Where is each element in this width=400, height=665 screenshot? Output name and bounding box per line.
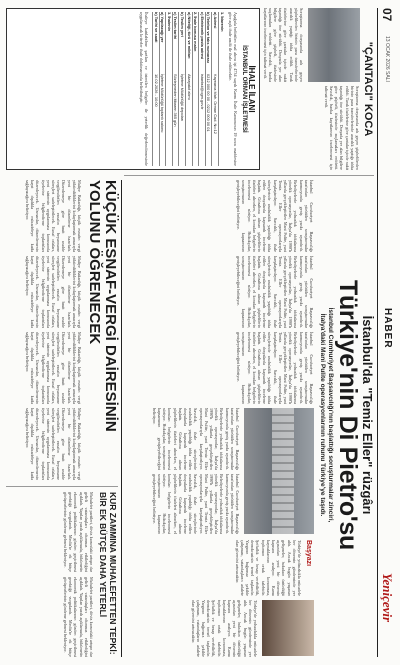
legal-row <box>218 12 225 166</box>
legal-row <box>192 12 199 166</box>
legal-row <box>172 12 179 166</box>
legal-row <box>178 12 185 166</box>
legal-row <box>205 12 212 166</box>
lead-body-a: Türkiye'de yolsuzlukla mücadele her dönemin gündeminde yer aldı. Ancak bugün yaşanan gelişmeler, hukukun üstünlüğü açısından yeni bir dönemin kapısını aralıyor. Kamu kaynaklarının korunması, toplumun ortak talebidir. Şeffaflık ve hesap verebilirlik, demokrasinin temel taşlarıdır. Yargının bağımsız şekilde çalışması, vatandaşların adalete olan güvenini artıracaktır. <box>234 540 302 596</box>
top-story-col-4: İstanbul Cumhuriyet Başsavcılığı tarafından yürütülen soruşturmalar kamuoyunda geniş yankı uyandırdı. Belediyelerde yolsuzluk iddialarına yönelik operasyonlar, İtalya'da 1990'lı yıllarda gerçekleştirilen Mani Pulite, yani Temiz Eller operasyonlarıyla karşılaştırılıyor. Savcılık, ihale süreçlerinde usulsüzlük yapıldığı iddia edilen dosyalarda kapsamlı inceleme başlattı. Gözaltına alınan şüphelilerin ifadeleri alınırken, el konulan belgelerin incelenmesi sürüyor. Hukukçular, soruşturmanın kapsamının genişleyebileceğini belirtiyor. <box>151 408 240 470</box>
masthead <box>380 8 394 657</box>
legal-row <box>152 12 159 166</box>
logo: Yeniçevir <box>380 573 395 623</box>
legal-row <box>159 12 166 166</box>
columnist-photo <box>262 600 314 656</box>
lead-kicker: Başyazı <box>305 540 312 567</box>
legal-row-label: b) Telefon ve faks numarası <box>206 12 212 63</box>
third-headline: KUR ZAMMINA MUHALEFETTEN TEPKİ: BİR EK BÜTÇE DAHA YETERLİ <box>98 492 118 655</box>
legal-row-label: 1. İdarenin <box>219 12 225 32</box>
second-story-col-4: Maliye Bakanlığı, küçük esnafın vergi yükümlülüklerini kolaylaştırmak amacıyla yeni bir düzenleme hazırladı. Düzenlemeye göre basit usulde vergilendirilen esnafın beyanname süreçleri sadeleştirilecek. Esnaf odaları, yeni sistemin uygulanması konusunda üyelerine bilgilendirme toplantıları düzenleyecek. Uzmanlar, düzenlemenin kayıt dışılıkla mücadeleye katkı sağlayacağını belirtiyor. <box>24 408 82 480</box>
legal-row-label: b) Teslim yeri <box>180 12 186 37</box>
legal-row <box>185 12 192 166</box>
legal-row-value: Kaynarca Mah. Orman Cad. No:12 <box>213 74 218 134</box>
legal-row-label: c) Teslim tarihi <box>173 12 179 40</box>
top-headline-line1: İstanbul'da "Temiz Eller" rüzgârı <box>360 315 375 515</box>
legal-row-label: 2. İhale konusu malın <box>193 12 199 52</box>
lead-body-b: Türkiye'de yolsuzlukla mücadele her dönemin gündeminde yer aldı. Ancak bugün yaşanan gelişmeler, hukukun üstünlüğü açısından yeni bir dönemin kapısını aralıyor. Kamu kaynaklarının korunması, toplumun ortak talebidir. Şeffaflık ve hesap verebilirlik, demokrasinin temel taşlarıdır. Yargının bağımsız şekilde çalışması, vatandaşların adalete olan güvenini artıracaktır. <box>190 600 258 657</box>
legal-footer: İhaleye katılabilme şartları ve istenilen belgeler ile yeterlik değerlendirmesinde uygulanacak kriterler ihale dokümanında belirtilmiştir. <box>138 12 150 166</box>
legal-row <box>198 12 205 166</box>
top-story-col-5: İstanbul Cumhuriyet Başsavcılığı tarafından yürütülen soruşturmalar kamuoyunda geniş yankı uyandırdı. Belediyelerde yolsuzluk iddialarına yönelik operasyonlar, İtalya'da 1990'lı yıllarda gerçekleştirilen Mani Pulite, yani Temiz Eller operasyonlarıyla karşılaştırılıyor. Savcılık, ihale süreçlerinde usulsüzlük yapıldığı iddia edilen dosyalarda kapsamlı inceleme başlattı. Gözaltına alınan şüphelilerin ifadeleri alınırken, el konulan belgelerin incelenmesi sürüyor. Hukukçular, soruşturmanın kapsamının genişleyebileceğini belirtiyor. <box>151 474 240 535</box>
legal-row <box>211 12 218 166</box>
legal-row-value: Sözleşmeden itibaren 365 gün <box>173 74 179 127</box>
page-number: 07 <box>380 8 394 22</box>
sidebar-box <box>264 8 374 170</box>
top-story-col-2: İstanbul Cumhuriyet Başsavcılığı tarafından yürütülen soruşturmalar kamuoyunda geniş yankı uyandırdı. Belediyelerde yolsuzluk iddialarına yönelik operasyonlar, İtalya'da 1990'lı yıllarda gerçekleştirilen Mani Pulite, yani Temiz Eller operasyonlarıyla karşılaştırılıyor. Savcılık, ihale süreçlerinde usulsüzlük yapıldığı iddia edilen dosyalarda kapsamlı inceleme başlattı. Gözaltına alınan şüphelilerin ifadeleri alınırken, el konulan belgelerin incelenmesi sürüyor. Hukukçular, soruşturmanın kapsamının genişleyebileceğini belirtiyor. <box>236 256 314 328</box>
top-subheadline-line1: İstanbul Cumhuriyet Başsavcılığı'nın başlattığı soruşturmalar zinciri, <box>327 307 334 523</box>
second-story-col-2: Maliye Bakanlığı, küçük esnafın vergi yükümlülüklerini kolaylaştırmak amacıyla yeni bir düzenleme hazırladı. Düzenlemeye göre basit usulde vergilendirilen esnafın beyanname süreçleri sadeleştirilecek. Esnaf odaları, yeni sistemin uygulanması konusunda üyelerine bilgilendirme toplantıları düzenleyecek. Uzmanlar, düzenlemenin kayıt dışılıkla mücadeleye katkı sağlayacağını belirtiyor. <box>24 256 82 328</box>
masthead-rule <box>377 8 378 657</box>
legal-row-value: İşletme Müdürlüğü toplantı salonu <box>160 74 166 133</box>
sidebar-body-cont: Soruşturma dosyasında adı geçen şüphelilerden birinin para transferlerinde aracılık yaptığı iddia edildi. Tanık ifadelerine göre çantalar içinde nakit taşındığı öne sürüldü. Dosyada yer alan bilgilere göre şüpheli, ifadesinde suçlamaları reddetti. Savcılık, banka kayıtlarının incelenmesi için talimat verdi. <box>262 8 304 82</box>
third-divider <box>6 486 118 487</box>
sidebar-divider <box>124 175 374 176</box>
sidebar-photo <box>308 8 360 82</box>
legal-row <box>165 12 172 166</box>
top-story-col-1: İstanbul Cumhuriyet Başsavcılığı tarafından yürütülen soruşturmalar kamuoyunda geniş yankı uyandırdı. Belediyelerde yolsuzluk iddialarına yönelik operasyonlar, İtalya'da 1990'lı yıllarda gerçekleştirilen Mani Pulite, yani Temiz Eller operasyonlarıyla karşılaştırılıyor. Savcılık, ihale süreçlerinde usulsüzlük yapıldığı iddia edilen dosyalarda kapsamlı inceleme başlattı. Gözaltına alınan şüphelilerin ifadeleri alınırken, el konulan belgelerin incelenmesi sürüyor. Hukukçular, soruşturmanın kapsamının genişleyebileceğini belirtiyor. <box>236 180 314 252</box>
legal-row-value: Akaryakıt alımı <box>186 74 192 100</box>
top-headline-line2: Türkiye'nin Di Pietro'su <box>334 279 362 551</box>
second-story-col-1: Maliye Bakanlığı, küçük esnafın vergi yükümlülüklerini kolaylaştırmak amacıyla yeni bir düzenleme hazırladı. Düzenlemeye göre basit usulde vergilendirilen esnafın beyanname süreçleri sadeleştirilecek. Esnaf odaları, yeni sistemin uygulanması konusunda üyelerine bilgilendirme toplantıları düzenleyecek. Uzmanlar, düzenlemenin kayıt dışılıkla mücadeleye katkı sağlayacağını belirtiyor. <box>24 180 82 252</box>
third-story-col-1: Muhalefet partileri, döviz kurundaki artışın dar gelirli vatandaşları olumsuz etkilediğini açıkladı. Yapılan yazılı açıklamada, hükümetin ekonomik politikalarının gözden geçirilmesi gerektiği vurgulandı. Meclis'te ek bütçe görüşmelerinin gündeme gelmesi bekleniyor. <box>62 492 94 572</box>
photo-band <box>272 408 294 534</box>
section-rule-1 <box>121 180 122 657</box>
second-story-col-3: Maliye Bakanlığı, küçük esnafın vergi yükümlülüklerini kolaylaştırmak amacıyla yeni bir düzenleme hazırladı. Düzenlemeye göre basit usulde vergilendirilen esnafın beyanname süreçleri sadeleştirilecek. Esnaf odaları, yeni sistemin uygulanması konusunda üyelerine bilgilendirme toplantıları düzenleyecek. Uzmanlar, düzenlemenin kayıt dışılıkla mücadeleye katkı sağlayacağını belirtiyor. <box>24 332 82 404</box>
legal-row-label: c) Elektronik posta adresi <box>199 12 205 60</box>
lead-column <box>124 540 314 657</box>
legal-rows <box>152 12 225 166</box>
section-label: HABER <box>382 308 393 349</box>
sidebar-body: Soruşturma dosyasında adı geçen şüphelilerden birinin para transferlerinde aracılık yaptığı iddia edildi. Tanık ifadelerine göre çantalar içinde nakit taşındığı öne sürüldü. Dosyada yer alan bilgilere göre şüpheli, ifadesinde suçlamaları reddetti. Savcılık, banka kayıtlarının incelenmesi için talimat verdi. <box>323 86 360 170</box>
legal-row-label: b) Tarihi ve saati <box>153 12 159 43</box>
legal-row-label: a) Adresi <box>213 12 218 29</box>
second-headline-line2: YOLUNU ÖĞRENECEK <box>86 180 103 345</box>
legal-row-label: a) Yapılacağı yer <box>160 12 166 43</box>
top-story-col-3: İstanbul Cumhuriyet Başsavcılığı tarafından yürütülen soruşturmalar kamuoyunda geniş yankı uyandırdı. Belediyelerde yolsuzluk iddialarına yönelik operasyonlar, İtalya'da 1990'lı yıllarda gerçekleştirilen Mani Pulite, yani Temiz Eller operasyonlarıyla karşılaştırılıyor. Savcılık, ihale süreçlerinde usulsüzlük yapıldığı iddia edilen dosyalarda kapsamlı inceleme başlattı. Gözaltına alınan şüphelilerin ifadeleri alınırken, el konulan belgelerin incelenmesi sürüyor. Hukukçular, soruşturmanın kapsamının genişleyebileceğini belirtiyor. <box>236 332 314 404</box>
top-story-photo <box>244 408 314 534</box>
legal-notice <box>6 8 260 170</box>
legal-subtitle: İSTANBUL ORMAN İŞLETMESİ <box>241 45 247 133</box>
legal-title: İHALE İLANI <box>247 65 256 113</box>
legal-row-value: İşletme Müdürlüğü depoları <box>180 74 186 122</box>
legal-row-label: a) Niteliği, türü ve miktarı <box>186 12 192 59</box>
legal-row-label: 3. İhalenin <box>166 12 172 32</box>
top-subheadline-line2: İtalya'daki Mani Pulite operasyonlarının ruhunu Türkiye'ye taşıdı. <box>319 313 326 517</box>
third-story-col-2: Muhalefet partileri, döviz kurundaki artışın dar gelirli vatandaşları olumsuz etkilediğini açıkladı. Yapılan yazılı açıklamada, hükümetin ekonomik politikalarının gözden geçirilmesi gerektiği vurgulandı. Meclis'te ek bütçe görüşmelerinin gündeme gelmesi bekleniyor. <box>62 577 94 657</box>
legal-intro: Aşağıda belirtilen mal alımı işi 4734 sayılı Kamu İhale Kanununun 19 uncu maddesine göre açık ihale usulü ile ihale edilecektir. <box>227 12 238 166</box>
issue-date: 13 OCAK 2026 SALI <box>384 36 390 82</box>
sidebar-kicker: "ÇANTACI" KOCA <box>362 41 374 137</box>
legal-row-value: 0212 000 00 00 - 0212 000 00 01 <box>206 74 212 132</box>
second-headline-line1: KÜÇÜK ESNAF-VERGİ DAİRESİNİN <box>102 180 119 432</box>
legal-row-value: 10.02.2026 - 10:00 <box>153 74 159 107</box>
legal-row-value: istanbul@ogm.gov.tr <box>199 74 205 110</box>
